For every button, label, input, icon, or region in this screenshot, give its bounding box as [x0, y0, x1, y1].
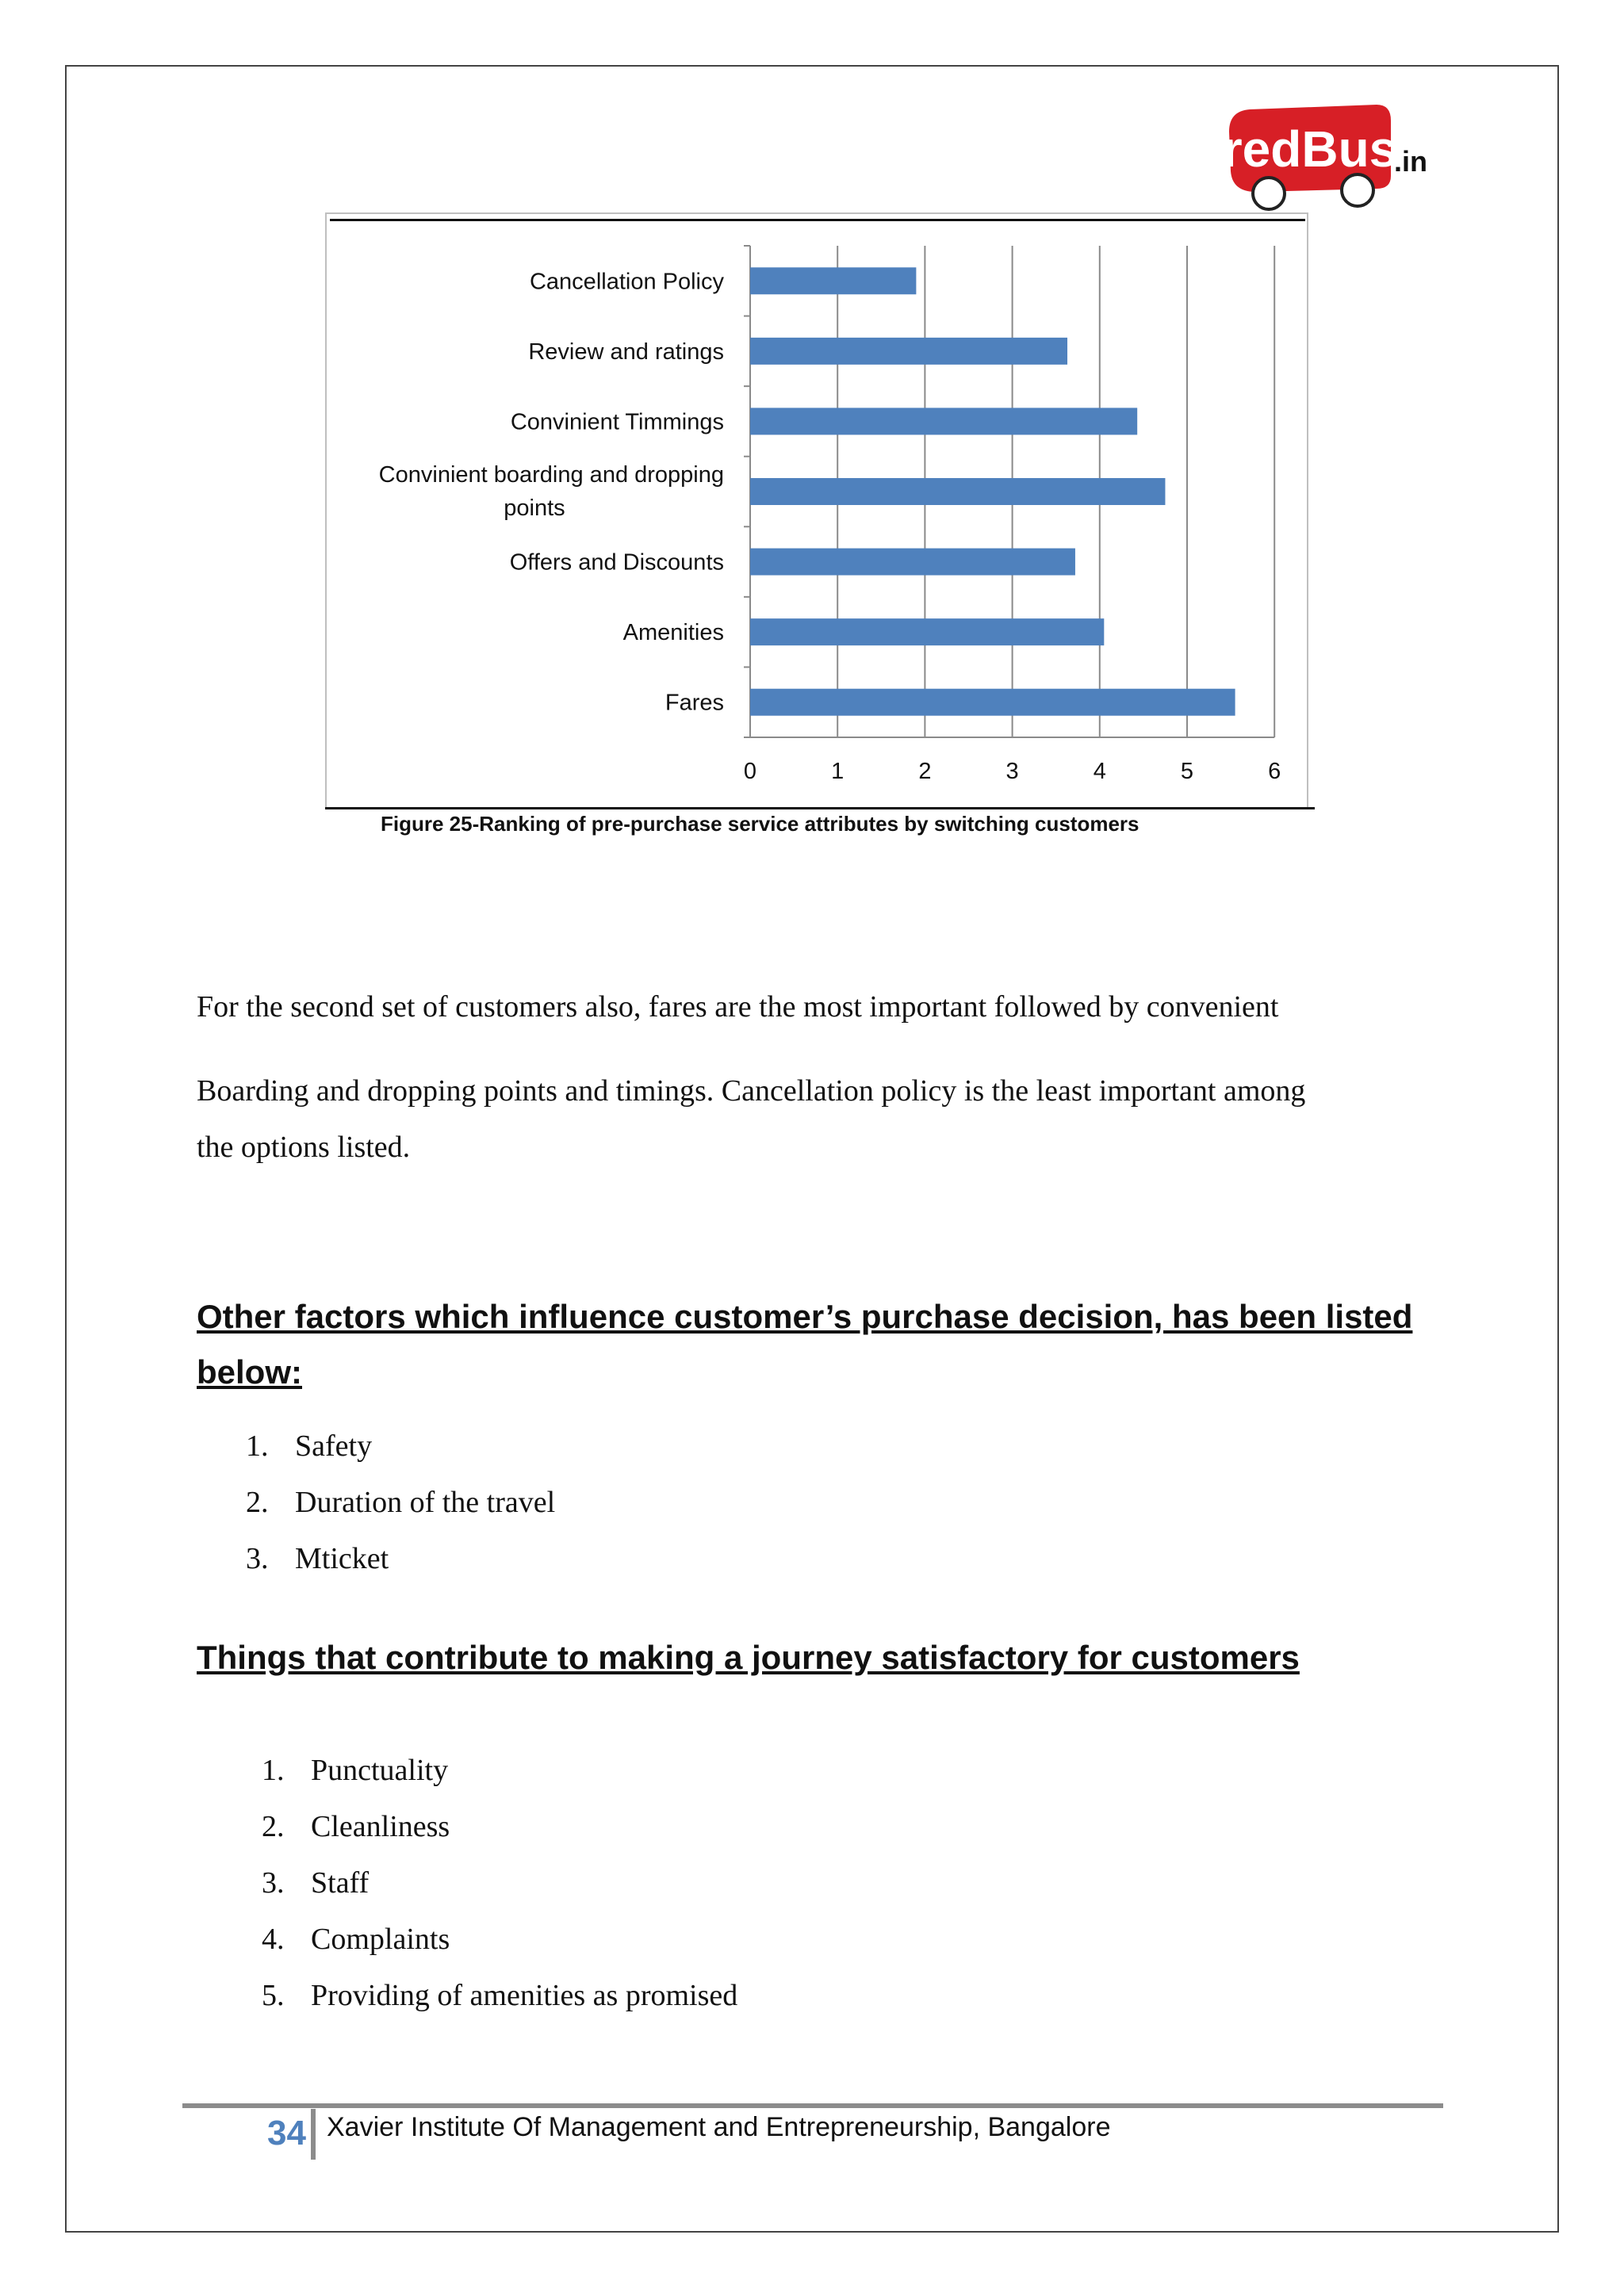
redbus-logo-graphic — [1221, 100, 1435, 211]
list-item — [262, 1798, 737, 1854]
x-tick-label: 1 — [831, 759, 845, 784]
x-tick-label: 6 — [1268, 759, 1281, 784]
list-item-number: 1. — [246, 1429, 269, 1463]
chart-top-rule — [330, 219, 1305, 221]
footer-rule — [182, 2103, 1443, 2108]
logo-wheel-right — [1342, 174, 1373, 206]
list-item — [262, 1742, 737, 1798]
category-label: Review and ratings — [528, 339, 724, 365]
x-tick-label: 2 — [918, 759, 932, 784]
list-item — [262, 1854, 737, 1911]
list-item — [246, 1418, 555, 1474]
list-item-number: 1. — [262, 1753, 285, 1787]
other-factors-list — [246, 1418, 555, 1586]
logo-suffix-text: .in — [1394, 145, 1427, 178]
x-tick-label: 0 — [743, 759, 757, 784]
list-item-text: Complaints — [311, 1922, 450, 1956]
list-item — [246, 1474, 555, 1530]
list-item-text: Providing of amenities as promised — [311, 1978, 738, 2012]
x-tick-label: 5 — [1180, 759, 1194, 784]
list-item — [262, 1911, 737, 1967]
page-number: 34 — [267, 2114, 306, 2152]
list-item-text: Duration of the travel — [295, 1485, 556, 1519]
category-label: Convinient Timmings — [510, 409, 724, 435]
list-item-number: 2. — [246, 1485, 269, 1519]
logo-brand-text: redBus — [1222, 121, 1398, 178]
paragraph-line-2: Boarding and dropping points and timings. Cancellation policy is the least important among — [197, 1074, 1306, 1108]
x-tick-label: 3 — [1005, 759, 1019, 784]
satisfaction-factors-list — [262, 1742, 737, 2023]
list-item-number: 5. — [262, 1978, 285, 2012]
figure-caption: Figure 25-Ranking of pre-purchase service attributes by switching customers — [381, 812, 1139, 836]
list-item-text: Punctuality — [311, 1753, 449, 1787]
list-item-text: Staff — [311, 1866, 370, 1900]
redbus-logo — [1221, 100, 1435, 211]
paragraph-line-1: For the second set of customers also, fares are the most important followed by convenient — [197, 990, 1279, 1024]
list-item — [262, 1967, 737, 2023]
list-item-number: 3. — [246, 1541, 269, 1575]
heading-satisfactory-journey: Things that contribute to making a journey satisfactory for customers — [197, 1639, 1300, 1676]
list-item-text: Cleanliness — [311, 1809, 450, 1843]
footer-institution: Xavier Institute Of Management and Entrepreneurship, Bangalore — [327, 2112, 1111, 2142]
logo-wheel-left — [1253, 178, 1285, 209]
list-item-number: 2. — [262, 1809, 285, 1843]
list-item-text: Safety — [295, 1429, 373, 1463]
footer-separator — [311, 2109, 316, 2160]
category-label: Convinient boarding and dropping — [378, 462, 724, 488]
list-item — [246, 1530, 555, 1586]
list-item-number: 4. — [262, 1922, 285, 1956]
x-tick-label: 4 — [1093, 759, 1106, 784]
chart-bottom-rule — [325, 807, 1315, 809]
heading-other-factors-line-1: Other factors which influence customer’s purchase decision, has been listed — [197, 1298, 1413, 1335]
heading-other-factors-line-2: below: — [197, 1353, 302, 1391]
list-item-text: Mticket — [295, 1541, 389, 1575]
category-label: points — [504, 496, 565, 521]
category-label: Amenities — [622, 620, 724, 646]
category-label: Offers and Discounts — [509, 549, 724, 576]
list-item-number: 3. — [262, 1866, 285, 1900]
chart-frame — [325, 212, 1308, 809]
paragraph-line-3: the options listed. — [197, 1131, 411, 1164]
category-label: Cancellation Policy — [529, 269, 724, 295]
category-label: Fares — [665, 690, 724, 716]
